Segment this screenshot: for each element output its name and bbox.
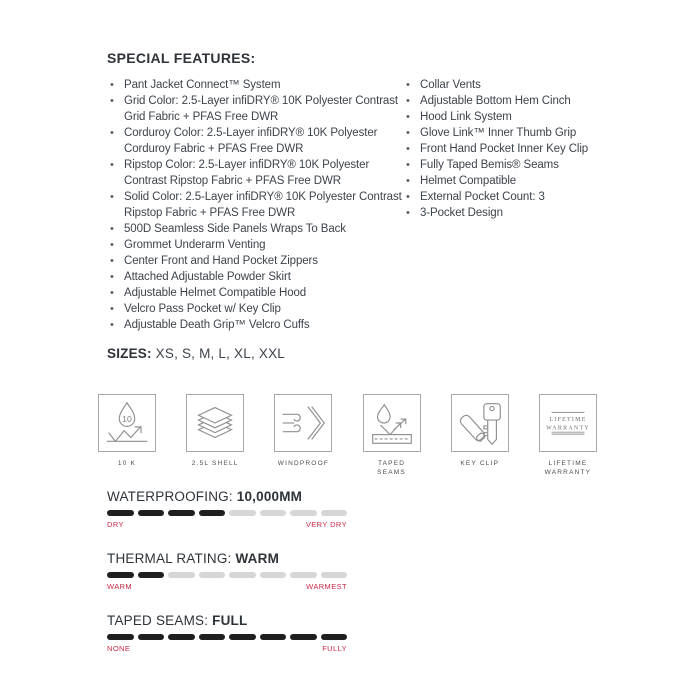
bar-segment: [321, 634, 348, 640]
bar-segment: [321, 510, 348, 516]
feature-item: • Grid Color: 2.5-Layer infiDRY® 10K Polyester Contrast Grid Fabric + PFAS Free DWR: [107, 93, 403, 125]
bar-segment: [168, 572, 195, 578]
rating-taped-seams-label: TAPED SEAMS:: [107, 613, 213, 628]
bar-segment: [168, 634, 195, 640]
rating-taped-seams-scale-labels: [107, 644, 347, 653]
rating-waterproofing-value: 10,000MM: [236, 489, 303, 504]
rating-taped-seams-bar: [107, 634, 347, 640]
feature-item: • Front Hand Pocket Inner Key Clip: [403, 141, 603, 157]
bar-segment: [290, 510, 317, 516]
rating-waterproofing-bar: [107, 510, 347, 516]
lifetime-warranty-label: LIFETIME WARRANTY: [544, 460, 592, 476]
bar-segment: [229, 634, 256, 640]
bar-segment: [229, 572, 256, 578]
key-clip-icon: [451, 394, 509, 477]
bar-segment: [260, 510, 287, 516]
bar-segment: [290, 634, 317, 640]
feature-item: • 500D Seamless Side Panels Wraps To Back: [107, 221, 403, 237]
feature-item: • Adjustable Death Grip™ Velcro Cuffs: [107, 317, 403, 333]
taped-seams-label: TAPED SEAMS: [377, 460, 406, 476]
bar-segment: [138, 634, 165, 640]
rating-thermal-rating-heading: [107, 551, 347, 566]
rating-taped-seams: [107, 613, 347, 653]
rating-waterproofing-scale-labels: [107, 520, 347, 529]
bar-segment: [107, 510, 134, 516]
feature-item: • Grommet Underarm Venting: [107, 237, 403, 253]
svg-text:WARRANTY: WARRANTY: [546, 425, 590, 432]
feature-item: • 3-Pocket Design: [403, 205, 603, 221]
tech-icons-row: [98, 394, 597, 477]
lifetime-warranty-icon-box: [539, 394, 597, 452]
rating-waterproofing-max-label: VERY DRY: [305, 520, 347, 529]
features-left-column: [107, 77, 403, 333]
bar-segment: [138, 572, 165, 578]
bar-segment: [107, 572, 134, 578]
feature-item: • Fully Taped Bemis® Seams: [403, 157, 603, 173]
bar-segment: [260, 572, 287, 578]
bar-segment: [168, 510, 195, 516]
rating-thermal-rating-max-label: WARMEST: [306, 582, 347, 591]
feature-item: • Ripstop Color: 2.5-Layer infiDRY® 10K Polyester Contrast Ripstop Fabric + PFAS Free DWR: [107, 157, 403, 189]
bar-segment: [199, 572, 226, 578]
bar-segment: [107, 634, 134, 640]
rating-thermal-rating: [107, 551, 347, 591]
rating-taped-seams-min-label: NONE: [107, 644, 131, 653]
rating-waterproofing: [107, 489, 347, 529]
feature-item: • Pant Jacket Connect™ System: [107, 77, 403, 93]
ratings-section: [107, 489, 347, 653]
rating-waterproofing-min-label: DRY: [107, 520, 124, 529]
bar-segment: [321, 572, 348, 578]
feature-item: • Hood Link System: [403, 109, 603, 125]
bar-segment: [260, 634, 287, 640]
windproof-label: WINDPROOF: [277, 460, 329, 467]
rating-thermal-rating-bar: [107, 572, 347, 578]
lifetime-warranty-icon: [539, 394, 597, 477]
key-clip-icon-box: [451, 394, 509, 452]
rating-thermal-rating-value: WARM: [235, 551, 280, 566]
svg-text:10: 10: [122, 414, 132, 425]
rating-thermal-rating-min-label: WARM: [107, 582, 133, 591]
waterproof-10k-icon-box: [98, 394, 156, 452]
bar-segment: [199, 510, 226, 516]
rating-taped-seams-heading: [107, 613, 347, 628]
feature-item: • Glove Link™ Inner Thumb Grip: [403, 125, 603, 141]
shell-layers-icon: [186, 394, 244, 477]
sizes-label: SIZES:: [107, 346, 152, 361]
svg-text:LIFETIME: LIFETIME: [549, 417, 587, 424]
rating-waterproofing-heading: [107, 489, 347, 504]
feature-item: • Solid Color: 2.5-Layer infiDRY® 10K Polyester Contrast Ripstop Fabric + PFAS Free DWR: [107, 189, 403, 221]
feature-item: • External Pocket Count: 3: [403, 189, 603, 205]
taped-seams-icon: [363, 394, 421, 477]
shell-layers-icon-box: [186, 394, 244, 452]
rating-waterproofing-label: WATERPROOFING:: [107, 489, 237, 504]
rating-taped-seams-max-label: FULLY: [322, 644, 347, 653]
windproof-icon: [274, 394, 332, 477]
sizes-row: [107, 346, 285, 361]
special-features-heading: SPECIAL FEATURES:: [107, 50, 256, 66]
waterproof-10k-icon: [98, 394, 156, 477]
feature-item: • Adjustable Bottom Hem Cinch: [403, 93, 603, 109]
shell-layers-label: 2.5L SHELL: [191, 460, 239, 467]
feature-item: • Attached Adjustable Powder Skirt: [107, 269, 403, 285]
rating-taped-seams-value: FULL: [212, 613, 248, 628]
rating-thermal-rating-label: THERMAL RATING:: [107, 551, 236, 566]
key-clip-label: KEY CLIP: [460, 460, 500, 467]
bar-segment: [229, 510, 256, 516]
features-columns: [107, 77, 607, 333]
special-features-section: [107, 50, 607, 333]
sizes-value: XS, S, M, L, XL, XXL: [155, 346, 285, 361]
bar-segment: [199, 634, 226, 640]
feature-item: • Collar Vents: [403, 77, 603, 93]
taped-seams-icon-box: [363, 394, 421, 452]
features-right-column: [403, 77, 603, 333]
windproof-icon-box: [274, 394, 332, 452]
feature-item: • Helmet Compatible: [403, 173, 603, 189]
bar-segment: [138, 510, 165, 516]
feature-item: • Adjustable Helmet Compatible Hood: [107, 285, 403, 301]
bar-segment: [290, 572, 317, 578]
feature-item: • Corduroy Color: 2.5-Layer infiDRY® 10K Polyester Corduroy Fabric + PFAS Free DWR: [107, 125, 403, 157]
feature-item: • Center Front and Hand Pocket Zippers: [107, 253, 403, 269]
rating-thermal-rating-scale-labels: [107, 582, 347, 591]
feature-item: • Velcro Pass Pocket w/ Key Clip: [107, 301, 403, 317]
waterproof-10k-label: 10 K: [117, 460, 137, 467]
